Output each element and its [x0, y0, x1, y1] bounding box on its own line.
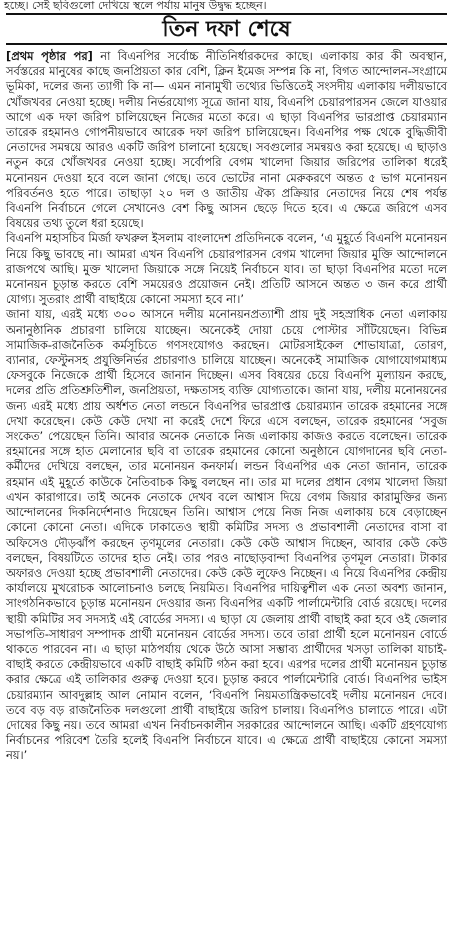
article-body	[6, 49, 447, 764]
continuation-tag: [প্রথম পৃষ্ঠার পর]	[6, 49, 93, 63]
article-paragraph-3: জানা যায়, এরই মধ্যে ৩০০ আসনে দলীয় মনোনয়নপ্রত্যাশী প্রায় দুই সহস্রাধিক নেতা এলাকায় অনানুষ্ঠানিক প্রচারণা চালিয়ে যাচ্ছেন। অনেকেই দোয়া চেয়ে পোস্টার সাঁটিয়েছেন। বিভিন্ন সামাজিক-রাজনৈতিক কর্মসূচিতে গণসংযোগও করছেন। মোটরসাইকেল শোভাযাত্রা, তোরণ, ব্যানার, ফেস্টুনসহ প্রযুক্তিনির্ভর প্রচারণাও চালিয়ে যাচ্ছেন। অনেকেই সামাজিক যোগাযোগমাধ্যম ফেসবুকে নিজেকে প্রার্থী হিসেবে জানান দিচ্ছেন। এসব বিষয়ের চেয়ে বিএনপি মূল্যায়ন করছে, দলের প্রতি প্রতিশ্রুতিশীল, জনপ্রিয়তা, দক্ষতাসহ ব্যক্তি যোগ্যতাকে। জানা যায়, দলীয় মনোনয়নের জন্য এরই মধ্যে প্রায় অর্ধশত নেতা লন্ডনে বিএনপির ভারপ্রাপ্ত চেয়ারম্যান তারেক রহমানের সঙ্গে দেখা করেছেন। কেউ কেউ দেখা না করেই দেশে ফিরে এসে বলছেন, তারেক রহমানের ‘সবুজ সংকেত’ পেয়েছেন তিনি। আবার অনেক নেতাকে নিজ এলাকায় কাজও করতে বলেছেন। তারেক রহমানের সঙ্গে হাত মেলানোর ছবি বা তারেক রহমানের কোনো অনুষ্ঠানে যোগদানের ছবি নেতা-কর্মীদের দেখিয়ে বলছেন, তার মনোনয়ন কনফার্ম। লন্ডন বিএনপির এক নেতা জানান, তারেক রহমান এই মুহূর্তে কাউকে নৈতিবাচক কিছু বলছেন না। তার মা দলের প্রধান বেগম খালেদা জিয়া এখন কারাগারে। তাই অনেক নেতাকে দেখব বলে আশ্বাস দিয়ে বেগম জিয়ার কারামুক্তির জন্য আন্দোলনের দিকনির্দেশনাও দিয়েছেন তিনি। আশ্বাস পেয়ে নিজ নিজ এলাকায় চষে বেড়াচ্ছেন কোনো কোনো নেতা। এদিকে ঢাকাতেও স্থায়ী কমিটির সদস্য ও প্রভাবশালী নেতাদের বাসা বা অফিসেও দৌড়ঝাঁপ করছেন তৃণমূলের নেতারা। কেউ কেউ আশ্বাস দিচ্ছেন, আবার কেউ কেউ বলছেন, বিষয়টিতে তাদের হাত নেই। তার পরও নাছোড়বান্দা বিএনপির তৃণমূল নেতারা। টাকার অফারও দেওয়া হচ্ছে প্রভাবশালী নেতাদের। কেউ কেউ লুফেও নিচ্ছেন। এ নিয়ে বিএনপির কেন্দ্রীয় কার্যালয়ে মুখরোচক আলোচনাও চলছে নিয়মিত। বিএনপির দায়িত্বশীল এক নেতা অবশ্য জানান, সাংগঠনিকভাবে চূড়ান্ত মনোনয়ন দেওয়ার জন্য বিএনপির একটি পার্লামেন্টারি বোর্ড রয়েছে। দলের স্থায়ী কমিটির সব সদস্যই এই বোর্ডের সদস্য। এ ছাড়া যে জেলায় প্রার্থী বাছাই করা হবে ওই জেলার সভাপতি-সাধারণ সম্পাদক প্রার্থী মনোনয়ন বোর্ডের সদস্য। তবে তারা প্রার্থী হলে মনোনয়ন বোর্ডে থাকতে পারবেন না। এ ছাড়া মাঠপর্যায় থেকে উঠে আসা সম্ভাব্য প্রার্থীদের খসড়া তালিকা যাচাই-বাছাই করতে কেন্দ্রীয়ভাবে একটি বাছাই কমিটি গঠন করা হবে। এরপর দলের প্রার্থী মনোনয়ন চূড়ান্ত করার ক্ষেত্রে এই তালিকার গুরুত্ব দেওয়া হবে। চূড়ান্ত করবে পার্লামেন্টারি বোর্ড। বিএনপির ভাইস চেয়ারম্যান আবদুল্লাহ আল নোমান বলেন, ‘বিএনপি নিয়মতান্ত্রিকভাবেই দলীয় মনোনয়ন দেবে। তবে বড় বড় রাজনৈতিক দলগুলো প্রার্থী বাছাইয়ে জরিপ চালায়। বিএনপিও চালাতে পারে। এটা দোষের কিছু নয়। তবে আমরা এখন নির্বাচনকালীন সরকারের আন্দোলনে আছি। একটি গ্রহণযোগ্য নির্বাচনের পরিবেশ তৈরি হলেই বিএনপি নির্বাচনে যাবে। এ ক্ষেত্রে প্রার্থী বাছাইয়ে কোনো সমস্যা নয়।’	[6, 307, 447, 763]
headline: তিন দফা শেষে	[6, 13, 447, 45]
article-paragraph-2: বিএনপি মহাসচিব মির্জা ফখরুল ইসলাম বাংলাদেশ প্রতিদিনকে বলেন, ‘এ মুহূর্তে বিএনপি মনোনয়ন নিয়ে কিছু ভাবছে না। আমরা এখন বিএনপি চেয়ারপারসন বেগম খালেদা জিয়ার মুক্তি আন্দোলনে রাজপথে আছি। মুক্ত খালেদা জিয়াকে সঙ্গে নিয়েই নির্বাচনে যাব। তা ছাড়া বিএনপির মতো দলে মনোনয়ন চূড়ান্ত করতে বেশি সময়েরও প্রয়োজন নেই। প্রতিটি আসনে অন্তত ৩ জন করে প্রার্থী যোগ্য। সুতরাং প্রার্থী বাছাইয়ে কোনো সমস্যা হবে না।’	[6, 231, 447, 307]
previous-article-fragment: হচ্ছে। সেই ছবিগুলো দেখিয়ে স্থলে পর্যায় মানুষ উদ্বুদ্ধ হচ্ছেন।	[4, 0, 267, 11]
article-paragraph-1	[6, 49, 447, 231]
paragraph-1-text: না বিএনপির সর্বোচ্চ নীতিনির্ধারকদের কাছে। এলাকায় কার কী অবস্থান, সর্বস্তরের মানুষের কাছে জনপ্রিয়তা কার বেশি, ক্লিন ইমেজ সম্পন্ন কি না, বিগত আন্দোলন-সংগ্রামে ভূমিকা, দলের জন্য ত্যাগী কি না— এমন নানামুখী তথ্যের ভিত্তিতেই সংসদীয় এলাকায় দলীয়ভাবে খোঁজখবর নেওয়া হচ্ছে। দলীয় নির্ভরযোগ্য সূত্রে জানা যায়, বিএনপি চেয়ারপারসন জেলে যাওয়ার আগে এক দফা জরিপ চালিয়েছেন নিজের মতো করে। এ ছাড়া বিএনপির ভারপ্রাপ্ত চেয়ারম্যান তারেক রহমানও গোপনীয়ভাবে আরেক দফা জরিপ চালিয়েছেন। বিএনপির পক্ষ থেকে বুদ্ধিজীবী নেতাদের সমন্বয়ে আরও একটি জরিপ চালানো হয়েছে। সবগুলোর সমন্বয়ও করা হয়েছে। এ ছাড়াও নতুন করে খোঁজখবর নেওয়া হচ্ছে। সর্বোপরি বেগম খালেদা জিয়ার জরিপের তালিকা ধরেই মনোনয়ন দেওয়া হবে বলে জানা গেছে। তবে ভোটের নানা মেরুকরণে অন্তত ৫ ভাগ মনোনয়ন পরিবর্তনও হতে পারে। তাছাড়া ২০ দল ও জাতীয় ঐক্য প্রক্রিয়ার নেতাদের নিয়ে শেষ পর্যন্ত বিএনপি নির্বাচনে গেলে সেখানেও বেশ কিছু আসন ছেড়ে দিতে হবে। এ ক্ষেত্রে জরিপে এসব বিষয়ের তথ্য তুলে ধরা হয়েছে।	[6, 49, 447, 231]
